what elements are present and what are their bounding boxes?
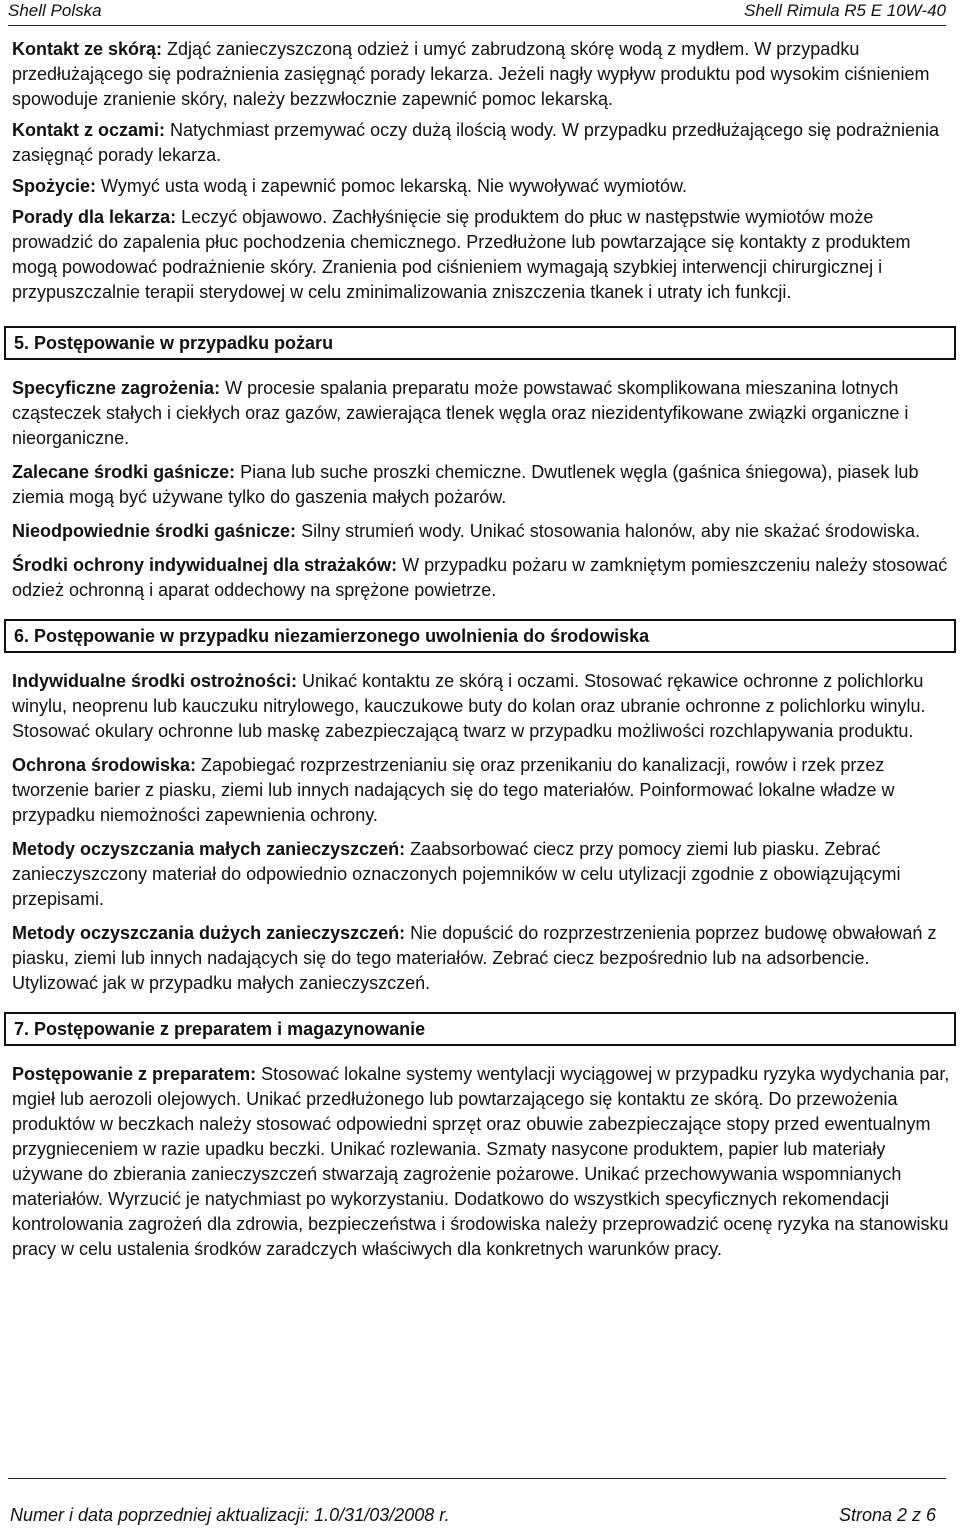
paragraph-label: Metody oczyszczania dużych zanieczyszczeń: (12, 923, 406, 943)
paragraph-label: Indywidualne środki ostrożności: (12, 671, 298, 691)
skin-contact-paragraph (12, 37, 952, 112)
paragraph-label: Kontakt ze skórą: (12, 39, 163, 59)
footer-page-number: Strona 2 z 6 (838, 1505, 936, 1525)
paragraph-label: Zalecane środki gaśnicze: (12, 462, 236, 482)
doctor-advice-paragraph (12, 205, 952, 305)
paragraph-text: Zdjąć zanieczyszczoną odzież i umyć zabrudzoną skórę wodą z mydłem. W przypadku przedłużającego się podrażnienia zasięgnąć porady lekarza. Jeżeli nagły wypływ produktu pod wysokim ciśnieniem spowoduje zranienie skóry, należy bezzwłocznie zapewnić pomoc lekarską. (12, 39, 930, 109)
paragraph-text: Silny strumień wody. Unikać stosowania halonów, aby nie skażać środowiska. (296, 521, 921, 541)
paragraph-label: Metody oczyszczania małych zanieczyszczeń: (12, 839, 406, 859)
paragraph-label: Postępowanie z preparatem: (12, 1064, 257, 1084)
page-header (8, 0, 946, 26)
paragraph-label: Spożycie: (12, 176, 97, 196)
paragraph-label: Nieodpowiednie środki gaśnicze: (12, 521, 297, 541)
header-company: Shell Polska (8, 1, 102, 20)
paragraph-label: Ochrona środowiska: (12, 755, 197, 775)
section-6-heading: 6. Postępowanie w przypadku niezamierzonego uwolnienia do środowiska (4, 619, 956, 653)
personal-precautions-paragraph (12, 669, 952, 744)
paragraph-label: Porady dla lekarza: (12, 207, 177, 227)
paragraph-text: Stosować lokalne systemy wentylacji wyciągowej w przypadku ryzyka wydychania par, mgieł lub aerozoli olejowych. Unikać przedłużonego lub powtarzającego się kontaktu ze skórą. Do przewożenia produktów w beczkach należy stosować odpowiedni sprzęt oraz obuwie zabezpieczające stopy przed ewentualnym przygnieceniem w razie upadku beczki. Unikać rozlewania. Szmaty nasycone produktem, papier lub materiały używane do zbierania zanieczyszczeń stwarzają zagrożenie pożarowe. Unikać przechowywania wspomnianych materiałów. Wyrzucić je natychmiast po wykorzystaniu. Dodatkowo do wszystkich specyficznych rekomendacji kontrolowania zagrożeń dla zdrowia, bezpieczeństwa i środowiska należy przeprowadzić ocenę ryzyka na stanowisku pracy w celu ustalenia środków zaradczych właściwych dla konkretnych warunków pracy. (12, 1064, 950, 1259)
ingestion-paragraph (12, 174, 952, 199)
paragraph-text: Zaabsorbować ciecz przy pomocy ziemi lub piasku. Zebrać zanieczyszczony materiał do odpowiednio oznaczonych pojemników w celu utylizacji zgodnie z obowiązującymi przepisami. (12, 839, 901, 909)
paragraph-text: Nie dopuścić do rozprzestrzenienia poprzez budowę obwałowań z piasku, ziemi lub innych nadających się do tego materiałów. Zebrać ciecz bezpośrednio lub na adsorbencie. Utylizować jak w przypadku małych zanieczyszczeń. (12, 923, 937, 993)
paragraph-text: Wymyć usta wodą i zapewnić pomoc lekarską. Nie wywoływać wymiotów. (96, 176, 688, 196)
extinguishing-media-paragraph (12, 460, 952, 510)
paragraph-text: Zapobiegać rozprzestrzenianiu się oraz przenikaniu do kanalizacji, rowów i rzek przez tworzenie barier z piasku, ziemi lub innych nadających się do tego materiałów. Poinformować lokalne władze w przypadku niemożności zapewnienia ochrony. (12, 755, 895, 825)
paragraph-text: W procesie spalania preparatu może powstawać skomplikowana mieszanina lotnych cząsteczek stałych i ciekłych oraz gazów, zawierająca tlenek węgla oraz niezidentyfikowane związki organiczne i nieorganiczne. (12, 378, 909, 448)
environmental-protection-paragraph (12, 753, 952, 828)
paragraph-text: Piana lub suche proszki chemiczne. Dwutlenek węgla (gaśnica śniegowa), piasek lub ziemia mogą być używane tylko do gaszenia małych pożarów. (12, 462, 919, 507)
specific-hazards-paragraph (12, 376, 952, 451)
small-spill-cleanup-paragraph (12, 837, 952, 912)
section-7-heading: 7. Postępowanie z preparatem i magazynowanie (4, 1012, 956, 1046)
handling-paragraph (12, 1062, 952, 1262)
unsuitable-media-paragraph (12, 519, 952, 544)
footer-rule (8, 1478, 946, 1479)
document-body (12, 37, 952, 1271)
section-5-heading: 5. Postępowanie w przypadku pożaru (4, 326, 956, 360)
paragraph-text: Leczyć objawowo. Zachłyśnięcie się produktem do płuc w następstwie wymiotów może prowadzić do zapalenia płuc pochodzenia chemicznego. Przedłużone lub powtarzające się kontakty z produktem mogą powodować podrażnienie skóry. Zranienia pod ciśnieniem wymagają szybkiej interwencji chirurgicznej i przypuszczalnie terapii sterydowej w celu zminimalizowania zniszczenia tkanek i utraty ich funkcji. (12, 207, 911, 302)
paragraph-text: Natychmiast przemywać oczy dużą ilością wody. W przypadku przedłużającego się podrażnienia zasięgnąć porady lekarza. (12, 120, 940, 165)
header-product: Shell Rimula R5 E 10W-40 (744, 1, 946, 20)
large-spill-cleanup-paragraph (12, 921, 952, 996)
firefighter-protection-paragraph (12, 553, 952, 603)
paragraph-label: Środki ochrony indywidualnej dla strażaków: (12, 555, 398, 575)
paragraph-label: Kontakt z oczami: (12, 120, 166, 140)
paragraph-text: Unikać kontaktu ze skórą i oczami. Stosować rękawice ochronne z polichlorku winylu, neoprenu lub kauczuku nitrylowego, kauczukowe buty do kolan oraz ubranie ochronne z polichlorku winylu. Stosować okulary ochronne lub maskę zabezpieczającą twarz w przypadku możliwości rozchlapywania produktu. (12, 671, 926, 741)
eye-contact-paragraph (12, 118, 952, 168)
paragraph-text: W przypadku pożaru w zamkniętym pomieszczeniu należy stosować odzież ochronną i aparat oddechowy na sprężone powietrze. (12, 555, 948, 600)
paragraph-label: Specyficzne zagrożenia: (12, 378, 221, 398)
header-rule (8, 25, 946, 26)
footer-revision: Numer i data poprzedniej aktualizacji: 1.0/31/03/2008 r. (10, 1505, 450, 1525)
